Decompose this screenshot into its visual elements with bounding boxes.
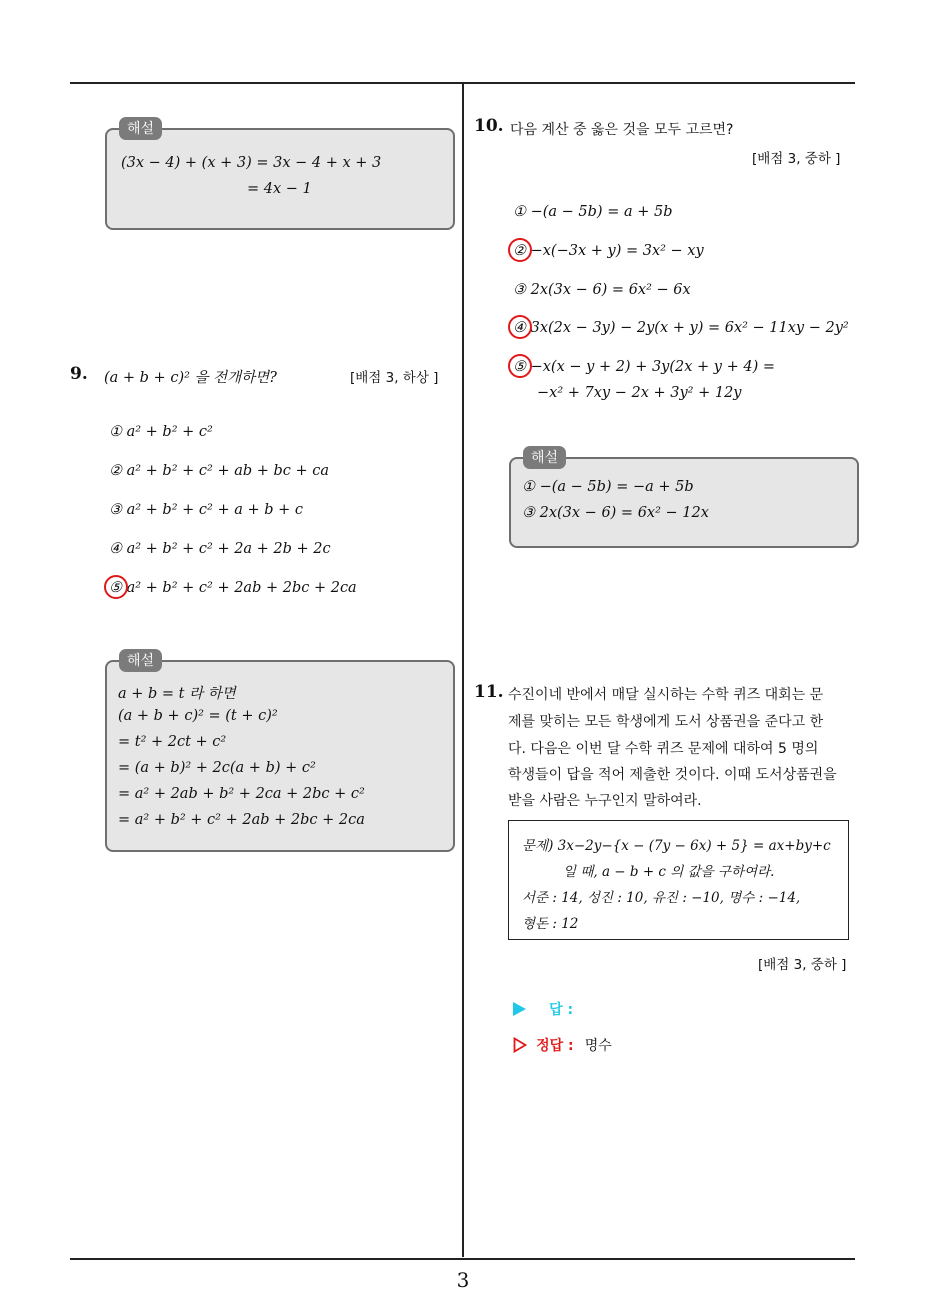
correct-answer-row bbox=[513, 1034, 612, 1055]
q9-solution-line-1: a + b = t 라 하면 bbox=[118, 686, 236, 702]
q11-text-line-1: 수진이네 반에서 매달 실시하는 수학 퀴즈 대회는 문 bbox=[508, 687, 824, 703]
q10-solution-line-1: ① −(a − 5b) = −a + 5b bbox=[522, 479, 694, 495]
q9-solution-tag: 해설 bbox=[119, 649, 162, 672]
q11-text-line-4: 학생들이 답을 적어 제출한 것이다. 이때 도서상품권을 bbox=[508, 767, 837, 783]
q10-solution-tag: 해설 bbox=[523, 446, 566, 469]
q10-option-4[interactable]: ④ 3x(2x − 3y) − 2y(x + y) = 6x² − 11xy − 2y² bbox=[513, 320, 849, 336]
q11-text-line-3: 다. 다음은 이번 달 수학 퀴즈 문제에 대하여 5 명의 bbox=[508, 741, 819, 757]
correct-label: 정답 : bbox=[536, 1037, 574, 1054]
q9-solution-line-3: = t² + 2ct + c² bbox=[118, 734, 227, 750]
q10-score: [배점 3, 중하 ] bbox=[752, 151, 841, 167]
q9-question: (a + b + c)² 을 전개하면? bbox=[104, 370, 277, 386]
q10-solution-box bbox=[509, 457, 859, 548]
q11-problem-line-1: 문제) 3x−2y−{x − (7y − 6x) + 5} = ax+by+c bbox=[522, 838, 831, 854]
q10-solution-line-2: ③ 2x(3x − 6) = 6x² − 12x bbox=[522, 505, 709, 521]
q11-number: 11. bbox=[474, 682, 504, 702]
q10-option-5[interactable]: ⑤ −x(x − y + 2) + 3y(2x + y + 4) = bbox=[513, 359, 775, 375]
bottom-rule bbox=[70, 1258, 855, 1260]
q9-solution-line-6: = a² + b² + c² + 2ab + 2bc + 2ca bbox=[118, 812, 365, 828]
q11-score: [배점 3, 중하 ] bbox=[758, 957, 847, 973]
q9-number: 9. bbox=[70, 364, 88, 384]
q10-answer-circle-5-icon bbox=[508, 354, 532, 378]
q11-problem-line-4: 형돈 : 12 bbox=[522, 916, 579, 932]
q10-option-5-continued: −x² + 7xy − 2x + 3y² + 12y bbox=[537, 385, 742, 401]
q9-option-2[interactable]: ② a² + b² + c² + ab + bc + ca bbox=[109, 463, 330, 479]
q11-text-line-5: 받을 사람은 누구인지 말하여라. bbox=[508, 793, 702, 809]
outline-triangle-icon bbox=[513, 1037, 527, 1053]
q10-option-2[interactable]: ② −x(−3x + y) = 3x² − xy bbox=[513, 243, 704, 259]
q10-answer-circle-2-icon bbox=[508, 238, 532, 262]
q9-solution-line-4: = (a + b)² + 2c(a + b) + c² bbox=[118, 760, 316, 776]
q9-answer-circle-icon bbox=[104, 575, 128, 599]
column-divider bbox=[462, 83, 464, 1257]
q9-solution-line-2: (a + b + c)² = (t + c)² bbox=[118, 708, 278, 724]
q9-option-1[interactable]: ① a² + b² + c² bbox=[109, 424, 213, 440]
q11-text-line-2: 제를 맞히는 모든 학생에게 도서 상품권을 준다고 한 bbox=[508, 714, 824, 730]
filled-triangle-icon bbox=[513, 1002, 526, 1016]
q8-solution-line-1: (3x − 4) + (x + 3) = 3x − 4 + x + 3 bbox=[121, 155, 382, 171]
answer-row bbox=[513, 998, 573, 1019]
q11-problem-line-3: 서준 : 14, 성진 : 10, 유진 : −10, 명수 : −14, bbox=[522, 890, 801, 906]
q8-solution-tag: 해설 bbox=[119, 117, 162, 140]
q10-question: 다음 계산 중 옳은 것을 모두 고르면? bbox=[510, 122, 734, 138]
q10-option-3[interactable]: ③ 2x(3x − 6) = 6x² − 6x bbox=[513, 282, 691, 298]
q8-solution-line-2: = 4x − 1 bbox=[247, 181, 312, 197]
q10-number: 10. bbox=[474, 116, 504, 136]
q8-solution-box bbox=[105, 128, 455, 230]
q10-answer-circle-4-icon bbox=[508, 315, 532, 339]
answer-label: 답 : bbox=[549, 1001, 574, 1018]
q10-option-1[interactable]: ① −(a − 5b) = a + 5b bbox=[513, 204, 673, 220]
q9-option-5[interactable]: ⑤ a² + b² + c² + 2ab + 2bc + 2ca bbox=[109, 580, 357, 596]
q11-problem-line-2: 일 때, a − b + c 의 값을 구하여라. bbox=[563, 864, 775, 880]
q9-option-3[interactable]: ③ a² + b² + c² + a + b + c bbox=[109, 502, 303, 518]
page-number: 3 bbox=[456, 1268, 470, 1292]
q9-solution-line-5: = a² + 2ab + b² + 2ca + 2bc + c² bbox=[118, 786, 365, 802]
correct-value: 명수 bbox=[584, 1037, 612, 1054]
q9-score: [배점 3, 하상 ] bbox=[350, 370, 439, 386]
q9-option-4[interactable]: ④ a² + b² + c² + 2a + 2b + 2c bbox=[109, 541, 331, 557]
